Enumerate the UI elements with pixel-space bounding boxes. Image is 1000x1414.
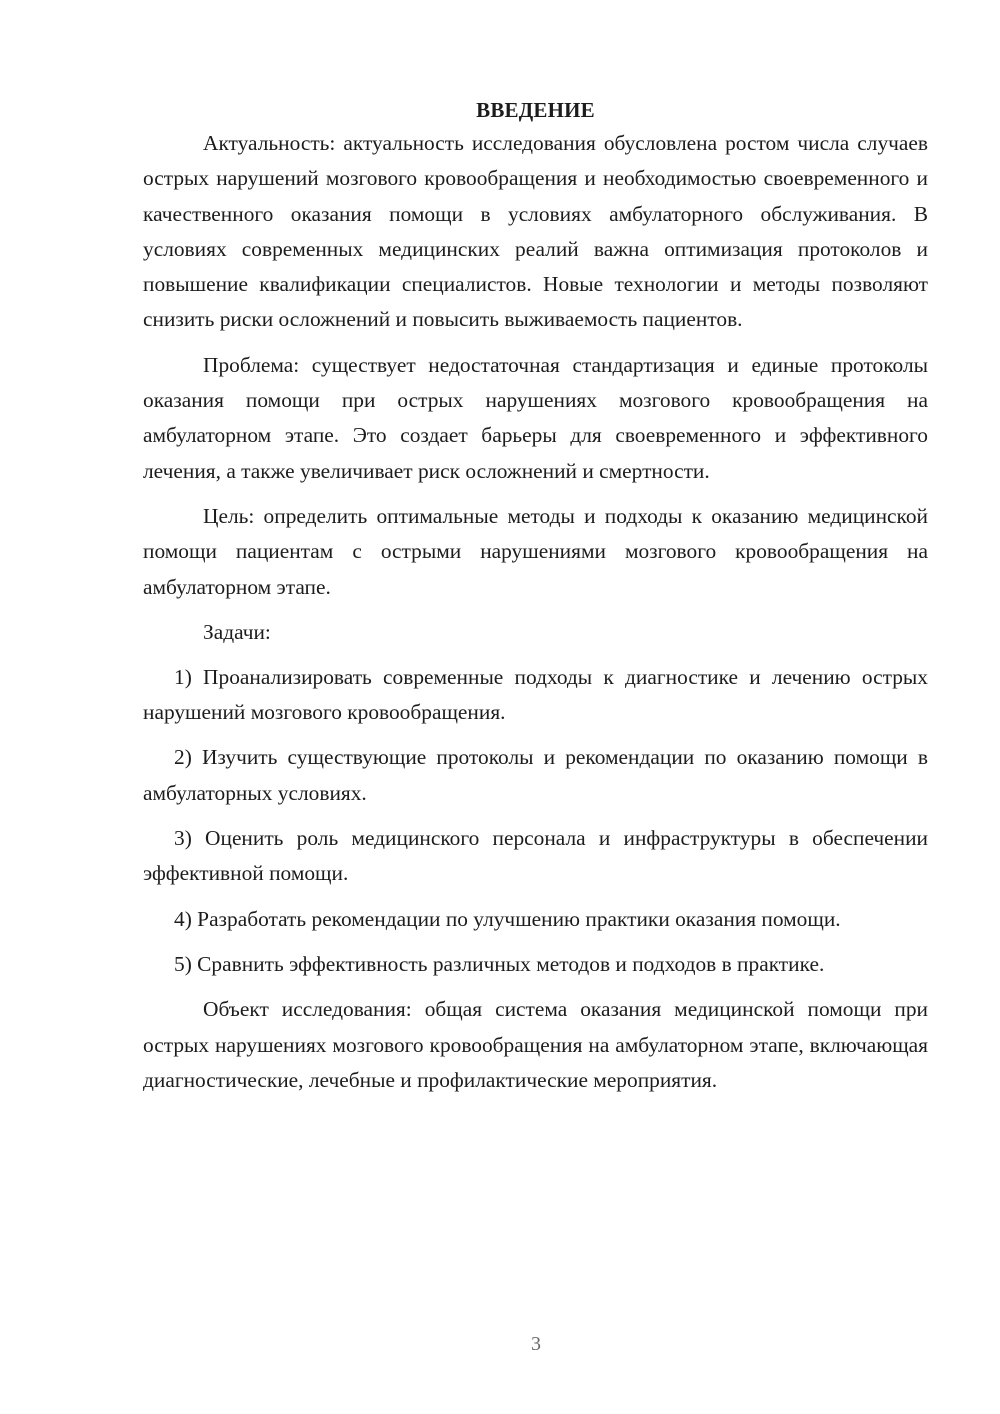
task-item-2: 2) Изучить существующие протоколы и рекомендации по оказанию помощи в амбулаторных условиях.: [143, 745, 928, 805]
task-item-1: 1) Проанализировать современные подходы к диагностике и лечению острых нарушений мозгового кровообращения.: [143, 664, 928, 725]
paragraph-goal: Цель: определить оптимальные методы и подходы к оказанию медицинской помощи пациентам с острыми нарушениями мозгового кровообращения на амбулаторном этапе.: [143, 503, 928, 599]
task-item-5: 5) Сравнить эффективность различных методов и подходов в практике.: [174, 951, 825, 976]
task-item-4: 4) Разработать рекомендации по улучшению практики оказания помощи.: [174, 906, 841, 931]
page-content: [143, 92, 928, 1098]
paragraph-problem: Проблема: существует недостаточная стандартизация и единые протоколы оказания помощи при острых нарушениях мозгового кровообращения на амбулаторном этапе. Это создает барьеры для своевременного и эффективного лечения, а также увеличивает риск осложнений и смертности.: [143, 352, 928, 483]
tasks-label: Задачи:: [203, 619, 271, 644]
paragraph-object: Объект исследования: общая система оказания медицинской помощи при острых нарушениях мозгового кровообращения на амбулаторном этапе, включающая диагностические, лечебные и профилактические мероприятия.: [143, 997, 928, 1092]
section-heading: ВВЕДЕНИЕ: [476, 98, 595, 122]
task-item-3: 3) Оценить роль медицинского персонала и инфраструктуры в обеспечении эффективной помощи.: [143, 826, 928, 886]
task-list: [143, 660, 928, 982]
page-number: 3: [531, 1333, 541, 1355]
paragraph-relevance: Актуальность: актуальность исследования обусловлена ростом числа случаев острых нарушений мозгового кровообращения и необходимостью своевременного и качественного оказания помощи в условиях амбулаторного обслуживания. В условиях современных медицинских реалий важна оптимизация протоколов и повышение квалификации специалистов. Новые технологии и методы позволяют снизить риски осложнений и повысить выживаемость пациентов.: [143, 131, 928, 332]
